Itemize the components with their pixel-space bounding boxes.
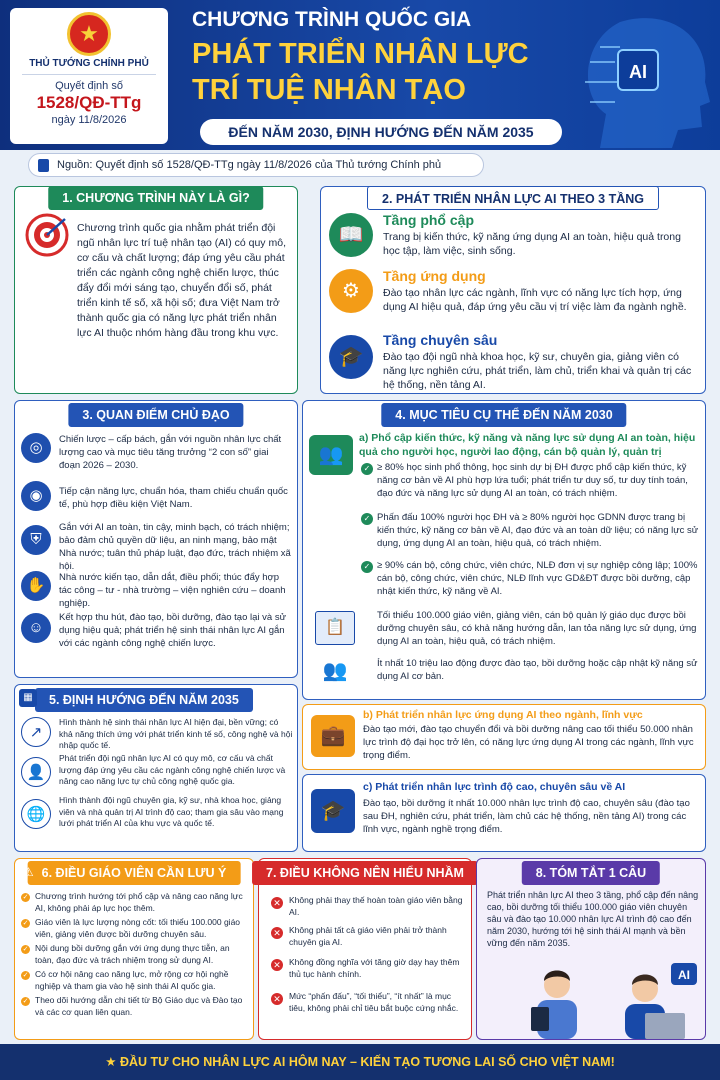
section-8-title: 8. TÓM TẮT 1 CÂU [522, 861, 660, 885]
handshake-icon: ✋ [21, 571, 51, 601]
globe-icon: ◉ [21, 481, 51, 511]
s3-item-4: Nhà nước kiến tạo, dẫn dắt, điều phối; thúc đẩy hợp tác công – tư - nhà trường – viện nghiên cứu – doanh nghiệp. [59, 572, 286, 609]
government-emblem-box [10, 8, 168, 144]
tier-2-desc: Đào tạo nhân lực các ngành, lĩnh vực có năng lực tích hợp, ứng dụng AI hiệu quả, đáp ứng yêu cầu vị trí việc làm đa ngành nghề. [383, 287, 687, 313]
section-8-panel [476, 858, 706, 1040]
section-4b-panel [302, 704, 706, 770]
s4-a-item-4: Tối thiểu 100.000 giáo viên, giảng viên, cán bộ quản lý giáo dục được bồi dưỡng chuyên sâu, có khả năng hướng dẫn, lan tỏa năng lực sử dụng, ứng dụng AI an toàn, hiệu quả, có trách nhiệm. [377, 610, 697, 647]
cross-icon: ✕ [271, 927, 283, 939]
decision-label: Quyết định số [55, 80, 123, 92]
section-3-title: 3. QUAN ĐIỂM CHỦ ĐẠO [68, 403, 243, 427]
warning-icon: ⚠ [23, 865, 34, 879]
s6-item-3: Nội dung bồi dưỡng gắn với ứng dụng thực tiễn, an toàn, đạo đức và trách nhiệm trong sử dụng AI. [35, 943, 230, 965]
s4-b-title: b) Phát triển nhân lực ứng dụng AI theo ngành, lĩnh vực [363, 709, 643, 721]
section-6-title: 6. ĐIỀU GIÁO VIÊN CẦN LƯU Ý [28, 861, 241, 885]
s7-item-1: Không phải thay thế hoàn toàn giáo viên bằng AI. [289, 895, 463, 917]
growth-chart-icon: ↗ [21, 717, 51, 747]
s3-item-1: Chiến lược – cấp bách, gắn với nguồn nhân lực chất lượng cao và mục tiêu tăng trưởng “2 con số” giai đoạn 2026 – 2030. [59, 434, 282, 471]
national-emblem-icon: ★ [67, 12, 111, 56]
gears-icon: ⚙ [329, 269, 373, 313]
check-icon: ✓ [22, 946, 29, 953]
check-icon: ✓ [22, 972, 29, 979]
cross-icon: ✕ [271, 959, 283, 971]
tier-1-desc: Trang bị kiến thức, kỹ năng ứng dụng AI an toàn, hiệu quả trong học tập, làm việc, sinh sống. [383, 231, 681, 257]
people-with-ai-illustration [517, 955, 703, 1039]
decision-date: ngày 11/8/2026 [51, 114, 127, 126]
check-icon: ✓ [22, 998, 29, 1005]
tier-3-desc: Đào tạo đội ngũ nhà khoa học, kỹ sư, chuyên gia, giảng viên có năng lực nghiên cứu, phát triển, làm chủ, triển khai và quản trị các hệ thống, nền tảng AI. [383, 351, 692, 391]
s3-item-2: Tiếp cận năng lực, chuẩn hóa, tham chiếu chuẩn quốc tế, phù hợp điều kiện Việt Nam. [59, 486, 288, 510]
section-5-title: 5. ĐỊNH HƯỚNG ĐẾN NĂM 2035 [35, 688, 253, 712]
people-icon: ☺ [21, 613, 51, 643]
s4-a-item-3: ≥ 90% cán bộ, công chức, viên chức, NLĐ đơn vị sự nghiệp công lập; 100% cán bộ, công chức, viên chức, NLĐ lĩnh vực GD&ĐT được bồi dưỡng, cập nhật kiến thức, kỹ năng về AI. [377, 560, 698, 597]
s6-item-4: Có cơ hội nâng cao năng lực, mở rộng cơ hội nghề nghiệp và tham gia vào hệ sinh thái AI quốc gia. [35, 969, 229, 991]
tier-1-name: Tầng phổ cập [383, 212, 474, 228]
header-title-2: PHÁT TRIỂN NHÂN LỰC [192, 38, 529, 70]
briefcase-icon: 💼 [311, 715, 355, 757]
s4-a-item-5: Ít nhất 10 triệu lao động được đào tạo, bồi dưỡng hoặc cập nhật kỹ năng sử dụng AI cơ bản. [377, 658, 698, 682]
decision-number: 1528/QĐ-TTg [36, 93, 142, 112]
section-1-panel [14, 186, 298, 394]
s7-item-2: Không phải tất cả giáo viên phải trở thành chuyên gia AI. [289, 925, 447, 947]
section-5-panel [14, 684, 298, 852]
footer-slogan: ĐẦU TƯ CHO NHÂN LỰC AI HÔM NAY – KIẾN TẠO TƯƠNG LAI SỐ CHO VIỆT NAM! [119, 1055, 615, 1069]
s4-a-title: a) Phổ cập kiến thức, kỹ năng và năng lực sử dụng AI an toàn, hiệu quả cho người học, người lao động, cán bộ quản lý, quản trị [359, 432, 696, 458]
ai-head-icon [560, 2, 718, 148]
s4-c-body: Đào tạo, bồi dưỡng ít nhất 10.000 nhân lực trình độ cao, chuyên sâu (đào tạo sau ĐH, nghiên cứu, phát triển, làm chủ các hệ thống, nền tảng AI) trong các lĩnh vực, ngành nghề trọng điểm. [363, 798, 690, 835]
s6-item-1: Chương trình hướng tới phổ cập và nâng cao năng lực AI, không phải áp lực học thêm. [35, 891, 243, 913]
s3-item-3: Gắn với AI an toàn, tin cậy, minh bạch, có trách nhiệm; bảo đảm chủ quyền dữ liệu, an ninh mạng, bảo mật Nhà nước; tuân thủ pháp luật, đạo đức, trách nhiệm xã hội. [59, 522, 291, 572]
shield-icon: ⛨ [21, 525, 51, 555]
check-icon: ✓ [22, 920, 29, 927]
header-title-1: CHƯƠNG TRÌNH QUỐC GIA [192, 8, 472, 31]
ai-label: AI [678, 968, 690, 982]
check-icon: ✓ [361, 513, 373, 525]
s4-b-body: Đào tạo mới, đào tạo chuyển đổi và bồi dưỡng nâng cao tối thiểu 50.000 nhân lực trình độ đại học trở lên, có năng lực ứng dụng AI trong các ngành, lĩnh vực trọng điểm. [363, 724, 694, 761]
compass-icon: ◎ [21, 433, 51, 463]
gov-name: THỦ TƯỚNG CHÍNH PHỦ [29, 58, 149, 69]
calendar-icon: ▦ [19, 689, 37, 707]
cross-icon: ✕ [271, 897, 283, 909]
s6-item-5: Theo dõi hướng dẫn chi tiết từ Bộ Giáo dục và Đào tạo và các cơ quan liên quan. [35, 995, 243, 1017]
graduation-cap-icon: 🎓 [311, 789, 355, 833]
check-icon: ✓ [361, 561, 373, 573]
divider [22, 74, 156, 75]
tier-3-name: Tầng chuyên sâu [383, 332, 498, 348]
s7-item-4: Mức “phấn đấu”, “tối thiểu”, “ít nhất” là mục tiêu, không phải chỉ tiêu bắt buộc cứng nhắc. [289, 991, 459, 1013]
section-1-title: 1. CHƯƠNG TRÌNH NÀY LÀ GÌ? [48, 186, 263, 210]
section-4c-panel [302, 774, 706, 852]
document-icon [38, 159, 49, 172]
graduation-cap-icon: 🎓 [329, 335, 373, 379]
tier-2-name: Tầng ứng dụng [383, 268, 486, 284]
s6-item-2: Giáo viên là lực lượng nòng cốt: tối thiểu 100.000 giáo viên, giảng viên được bồi dưỡng chuyên sâu. [35, 917, 241, 939]
section-4-panel [302, 400, 706, 700]
star-icon: ★ [105, 1055, 120, 1069]
section-3-panel [14, 400, 298, 678]
header-subtitle: ĐẾN NĂM 2030, ĐỊNH HƯỚNG ĐẾN NĂM 2035 [200, 119, 562, 145]
s7-item-3: Không đồng nghĩa với tăng giờ dạy hay thêm thủ tục hành chính. [289, 957, 460, 979]
person-icon: 👤 [21, 757, 51, 787]
source-note [28, 153, 484, 177]
section-2-title: 2. PHÁT TRIỂN NHÂN LỰC AI THEO 3 TẦNG [367, 186, 659, 210]
section-7-panel [258, 858, 472, 1040]
workers-icon: 👥 [322, 660, 348, 682]
section-4-title: 4. MỤC TIÊU CỤ THỂ ĐẾN NĂM 2030 [381, 403, 626, 427]
s4-c-title: c) Phát triển nhân lực trình độ cao, chuyên sâu về AI [363, 781, 626, 793]
ai-label: AI [629, 62, 647, 82]
teacher-board-icon: 📋 [315, 611, 355, 645]
s4-a-item-2: Phấn đấu 100% người học ĐH và ≥ 80% người học GDNN được trang bị kiến thức, kỹ năng cơ bản về AI, đạo đức và an toàn dữ liệu; có năng lực sử dụng, ứng dụng AI an toàn, hiệu quả, có trách nhiệm. [377, 512, 699, 549]
s5-item-2: Phát triển đội ngũ nhân lực AI có quy mô, cơ cấu và chất lượng đáp ứng yêu cầu các ngành công nghệ chiến lược và nâng cao năng lực tự chủ công nghệ quốc gia. [59, 753, 286, 786]
s5-item-3: Hình thành đội ngũ chuyên gia, kỹ sư, nhà khoa học, giảng viên và nhà quản trị AI trình độ cao; tham gia sâu vào mạng lưới phát triển AI của khu vực và quốc tế. [59, 795, 284, 828]
cross-icon: ✕ [271, 993, 283, 1005]
group-icon: 👥 [309, 435, 353, 475]
footer-banner [0, 1044, 720, 1080]
header-title-3: TRÍ TUỆ NHÂN TẠO [192, 74, 466, 106]
s3-item-5: Kết hợp thu hút, đào tạo, bồi dưỡng, đào tạo lại và sử dụng hiệu quả; phát triển hệ sinh thái nhân lực AI gắn với các ngành công nghệ chiến lược. [59, 612, 286, 649]
s5-item-1: Hình thành hệ sinh thái nhân lực AI hiện đại, bền vững; có khả năng thích ứng với phát triển kinh tế số, công nghệ và hội nhập quốc tế. [59, 717, 293, 750]
check-icon: ✓ [22, 894, 29, 901]
section-1-body: Chương trình quốc gia nhằm phát triển đội ngũ nhân lực trí tuệ nhân tạo (AI) có quy mô, cơ cấu và chất lượng; đáp ứng yêu cầu phát triển các ngành công nghệ chiến lược, thúc đẩy đổi mới sáng tạo, chuyển đổi số, phát triển kinh tế số, xã hội số; đưa Việt Nam trở thành quốc gia có năng lực phát triển nhân lực AI thuộc nhóm hàng đầu trong khu vực. [77, 222, 286, 339]
target-icon [25, 213, 69, 257]
s8-body: Phát triển nhân lực AI theo 3 tầng, phổ cập đến nâng cao, bồi dưỡng tối thiểu 100.000 giáo viên chuyên sâu và đào tạo 10.000 nhân lực AI trình độ cao đến năm 2030, hướng tới hệ sinh thái AI mạnh và bền vững đến năm 2035. [487, 890, 699, 948]
source-text: Nguồn: Quyết định số 1528/QĐ-TTg ngày 11/8/2026 của Thủ tướng Chính phủ [57, 159, 442, 171]
check-icon: ✓ [361, 463, 373, 475]
globe-icon: 🌐 [21, 799, 51, 829]
book-icon: 📖 [329, 213, 373, 257]
s4-a-item-1: ≥ 80% học sinh phổ thông, học sinh dự bị ĐH được phổ cập kiến thức, kỹ năng cơ bản về AI phù hợp lứa tuổi; phát triển tư duy số, tư duy tính toán, đạo đức và năng lực sử dụng AI an toàn, có trách nhiệm. [377, 462, 688, 499]
section-6-panel [14, 858, 254, 1040]
section-2-panel [320, 186, 706, 394]
section-7-title: 7. ĐIỀU KHÔNG NÊN HIỂU NHẦM [252, 861, 478, 885]
